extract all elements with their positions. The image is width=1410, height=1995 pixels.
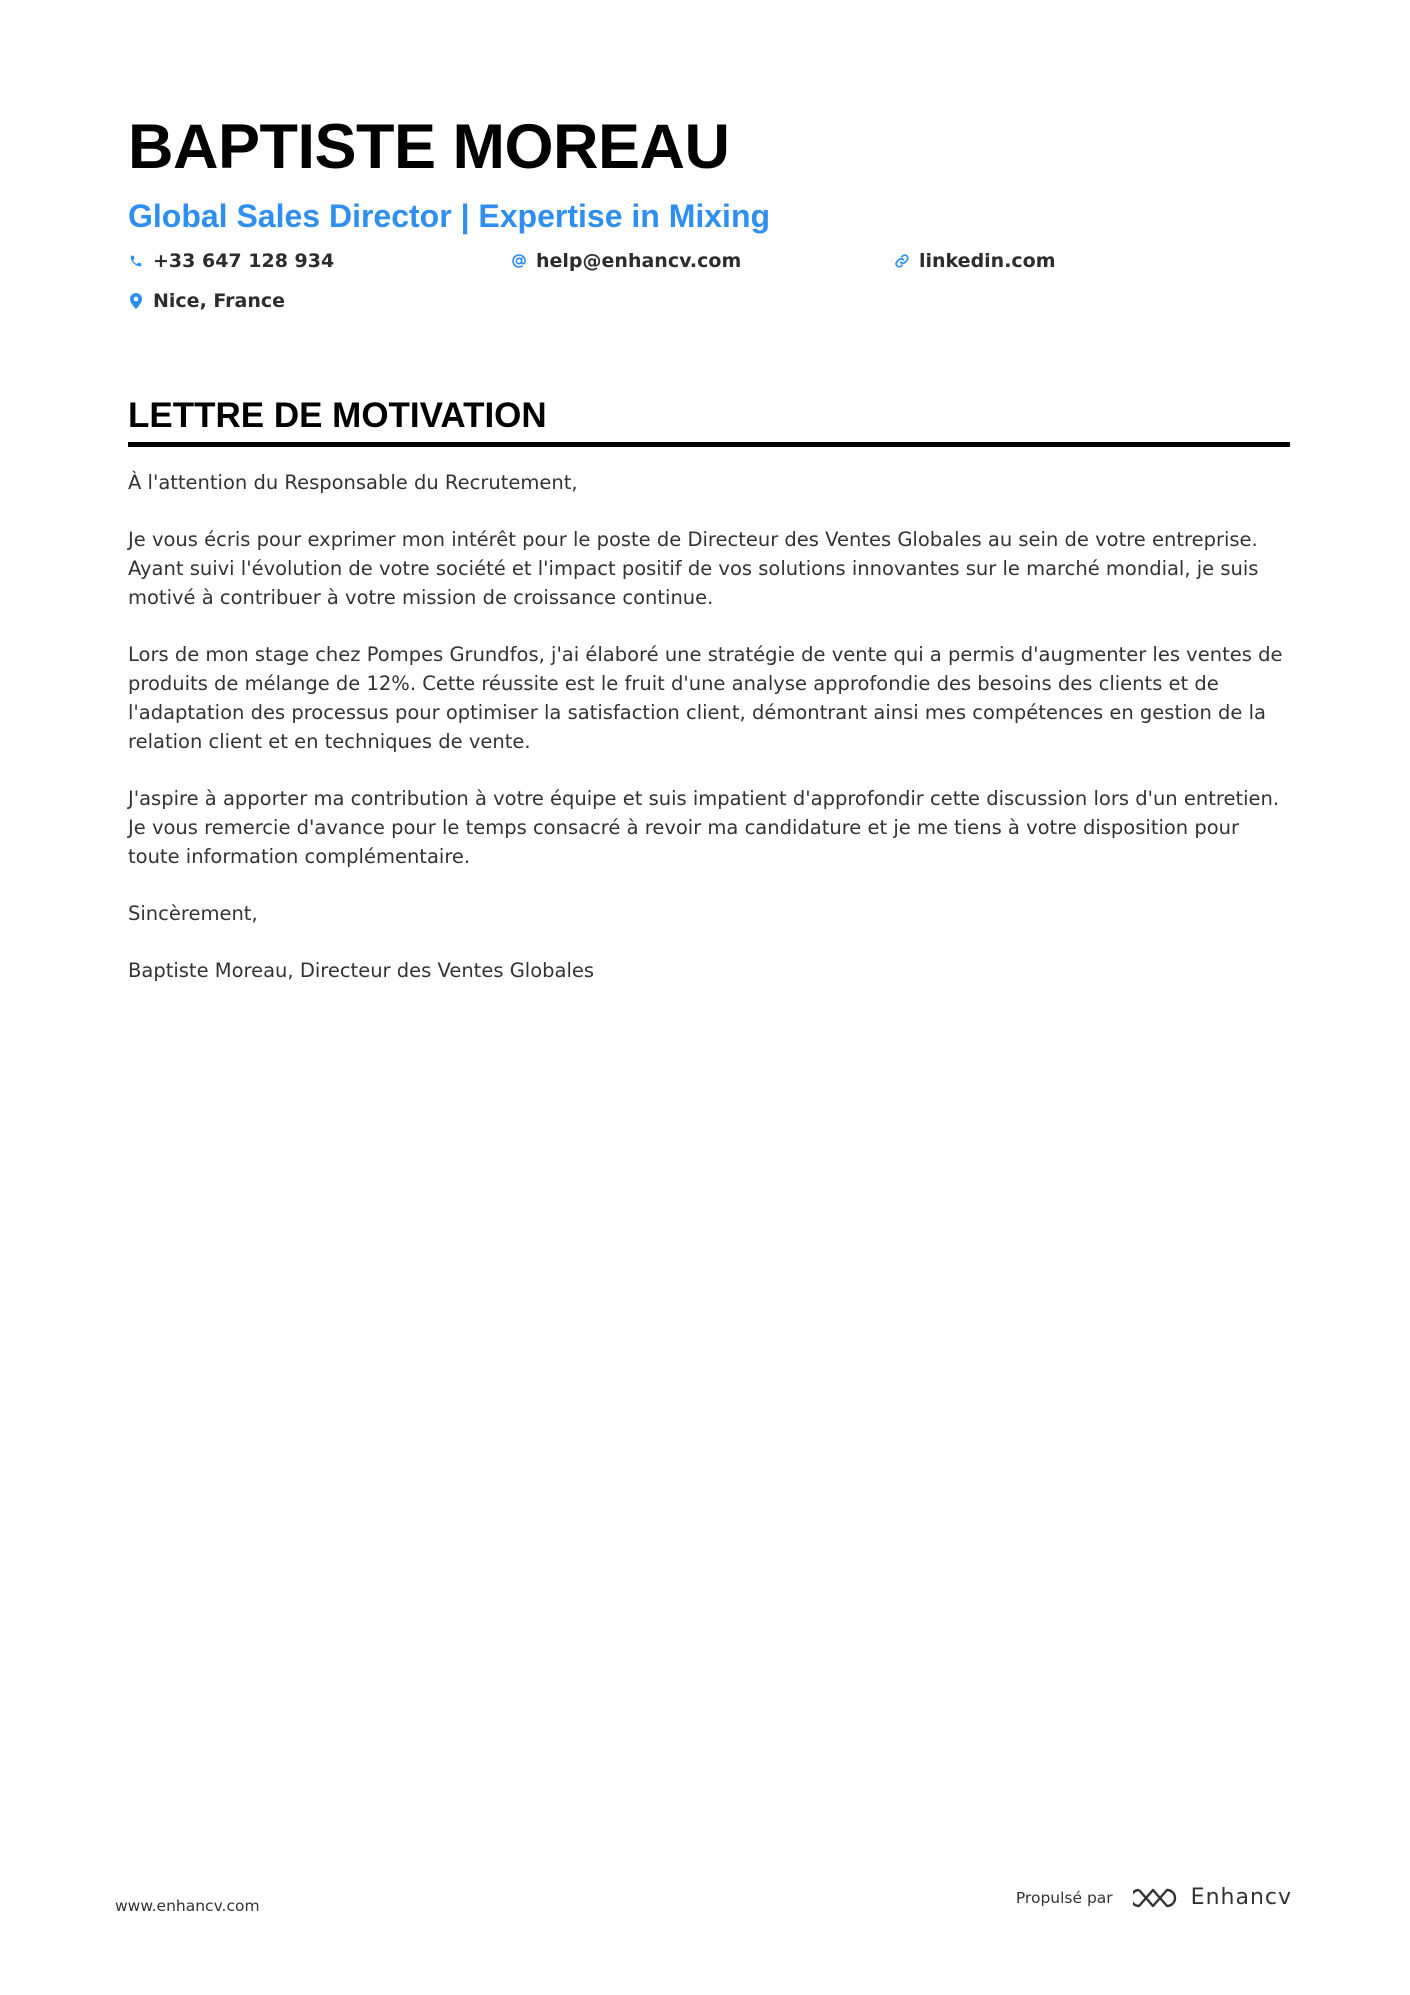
paragraph-3: J'aspire à apporter ma contribution à votre équipe et suis impatient d'approfondir cette discussion lors d'un entretien. Je vous remercie d'avance pour le temps consacré à revoir ma candidature et je me tiens à votre disposition pour toute information complémentaire. [128,787,1280,868]
phone-icon [128,252,144,270]
header [128,108,1290,316]
contact-email [511,246,894,276]
contact-list [128,246,1290,316]
linkedin-text: linkedin.com [919,250,1056,272]
letter-body [128,468,1290,1013]
location-pin-icon [128,292,144,310]
enhancv-logo-icon [1133,1886,1177,1910]
footer-branding [1016,1885,1292,1910]
salutation: À l'attention du Responsable du Recrutement, [128,471,578,494]
signature: Baptiste Moreau, Directeur des Ventes Globales [128,959,595,982]
section-title: LETTRE DE MOTIVATION [128,394,1290,447]
footer-website[interactable]: www.enhancv.com [115,1897,260,1915]
candidate-name: BAPTISTE MOREAU [128,112,730,182]
brand-name: Enhancv [1190,1885,1292,1910]
paragraph-2: Lors de mon stage chez Pompes Grundfos, j'ai élaboré une stratégie de vente qui a permis d'augmenter les ventes de produits de mélange de 12%. Cette réussite est le fruit d'une analyse approfondie des besoins des clients et de l'adaptation des processus pour optimiser la satisfaction client, démontrant ainsi mes compétences en gestion de la relation client et en techniques de vente. [128,643,1283,753]
location-text: Nice, France [153,290,286,312]
powered-by-label: Propulsé par [1015,1888,1113,1907]
at-icon [511,252,527,270]
closing: Sincèrement, [128,902,258,925]
link-icon [894,252,910,270]
email-text: help@enhancv.com [536,250,742,272]
candidate-title: Global Sales Director | Expertise in Mixing [128,198,771,234]
phone-text: +33 647 128 934 [153,250,335,272]
contact-location [128,286,511,316]
paragraph-1: Je vous écris pour exprimer mon intérêt pour le poste de Directeur des Ventes Globales au sein de votre entreprise. Ayant suivi l'évolution de votre société et l'impact positif de vos solutions innovantes sur le marché mondial, je suis motivé à contribuer à votre mission de croissance continue. [128,528,1259,609]
contact-linkedin [894,246,1277,276]
contact-phone [128,246,511,276]
